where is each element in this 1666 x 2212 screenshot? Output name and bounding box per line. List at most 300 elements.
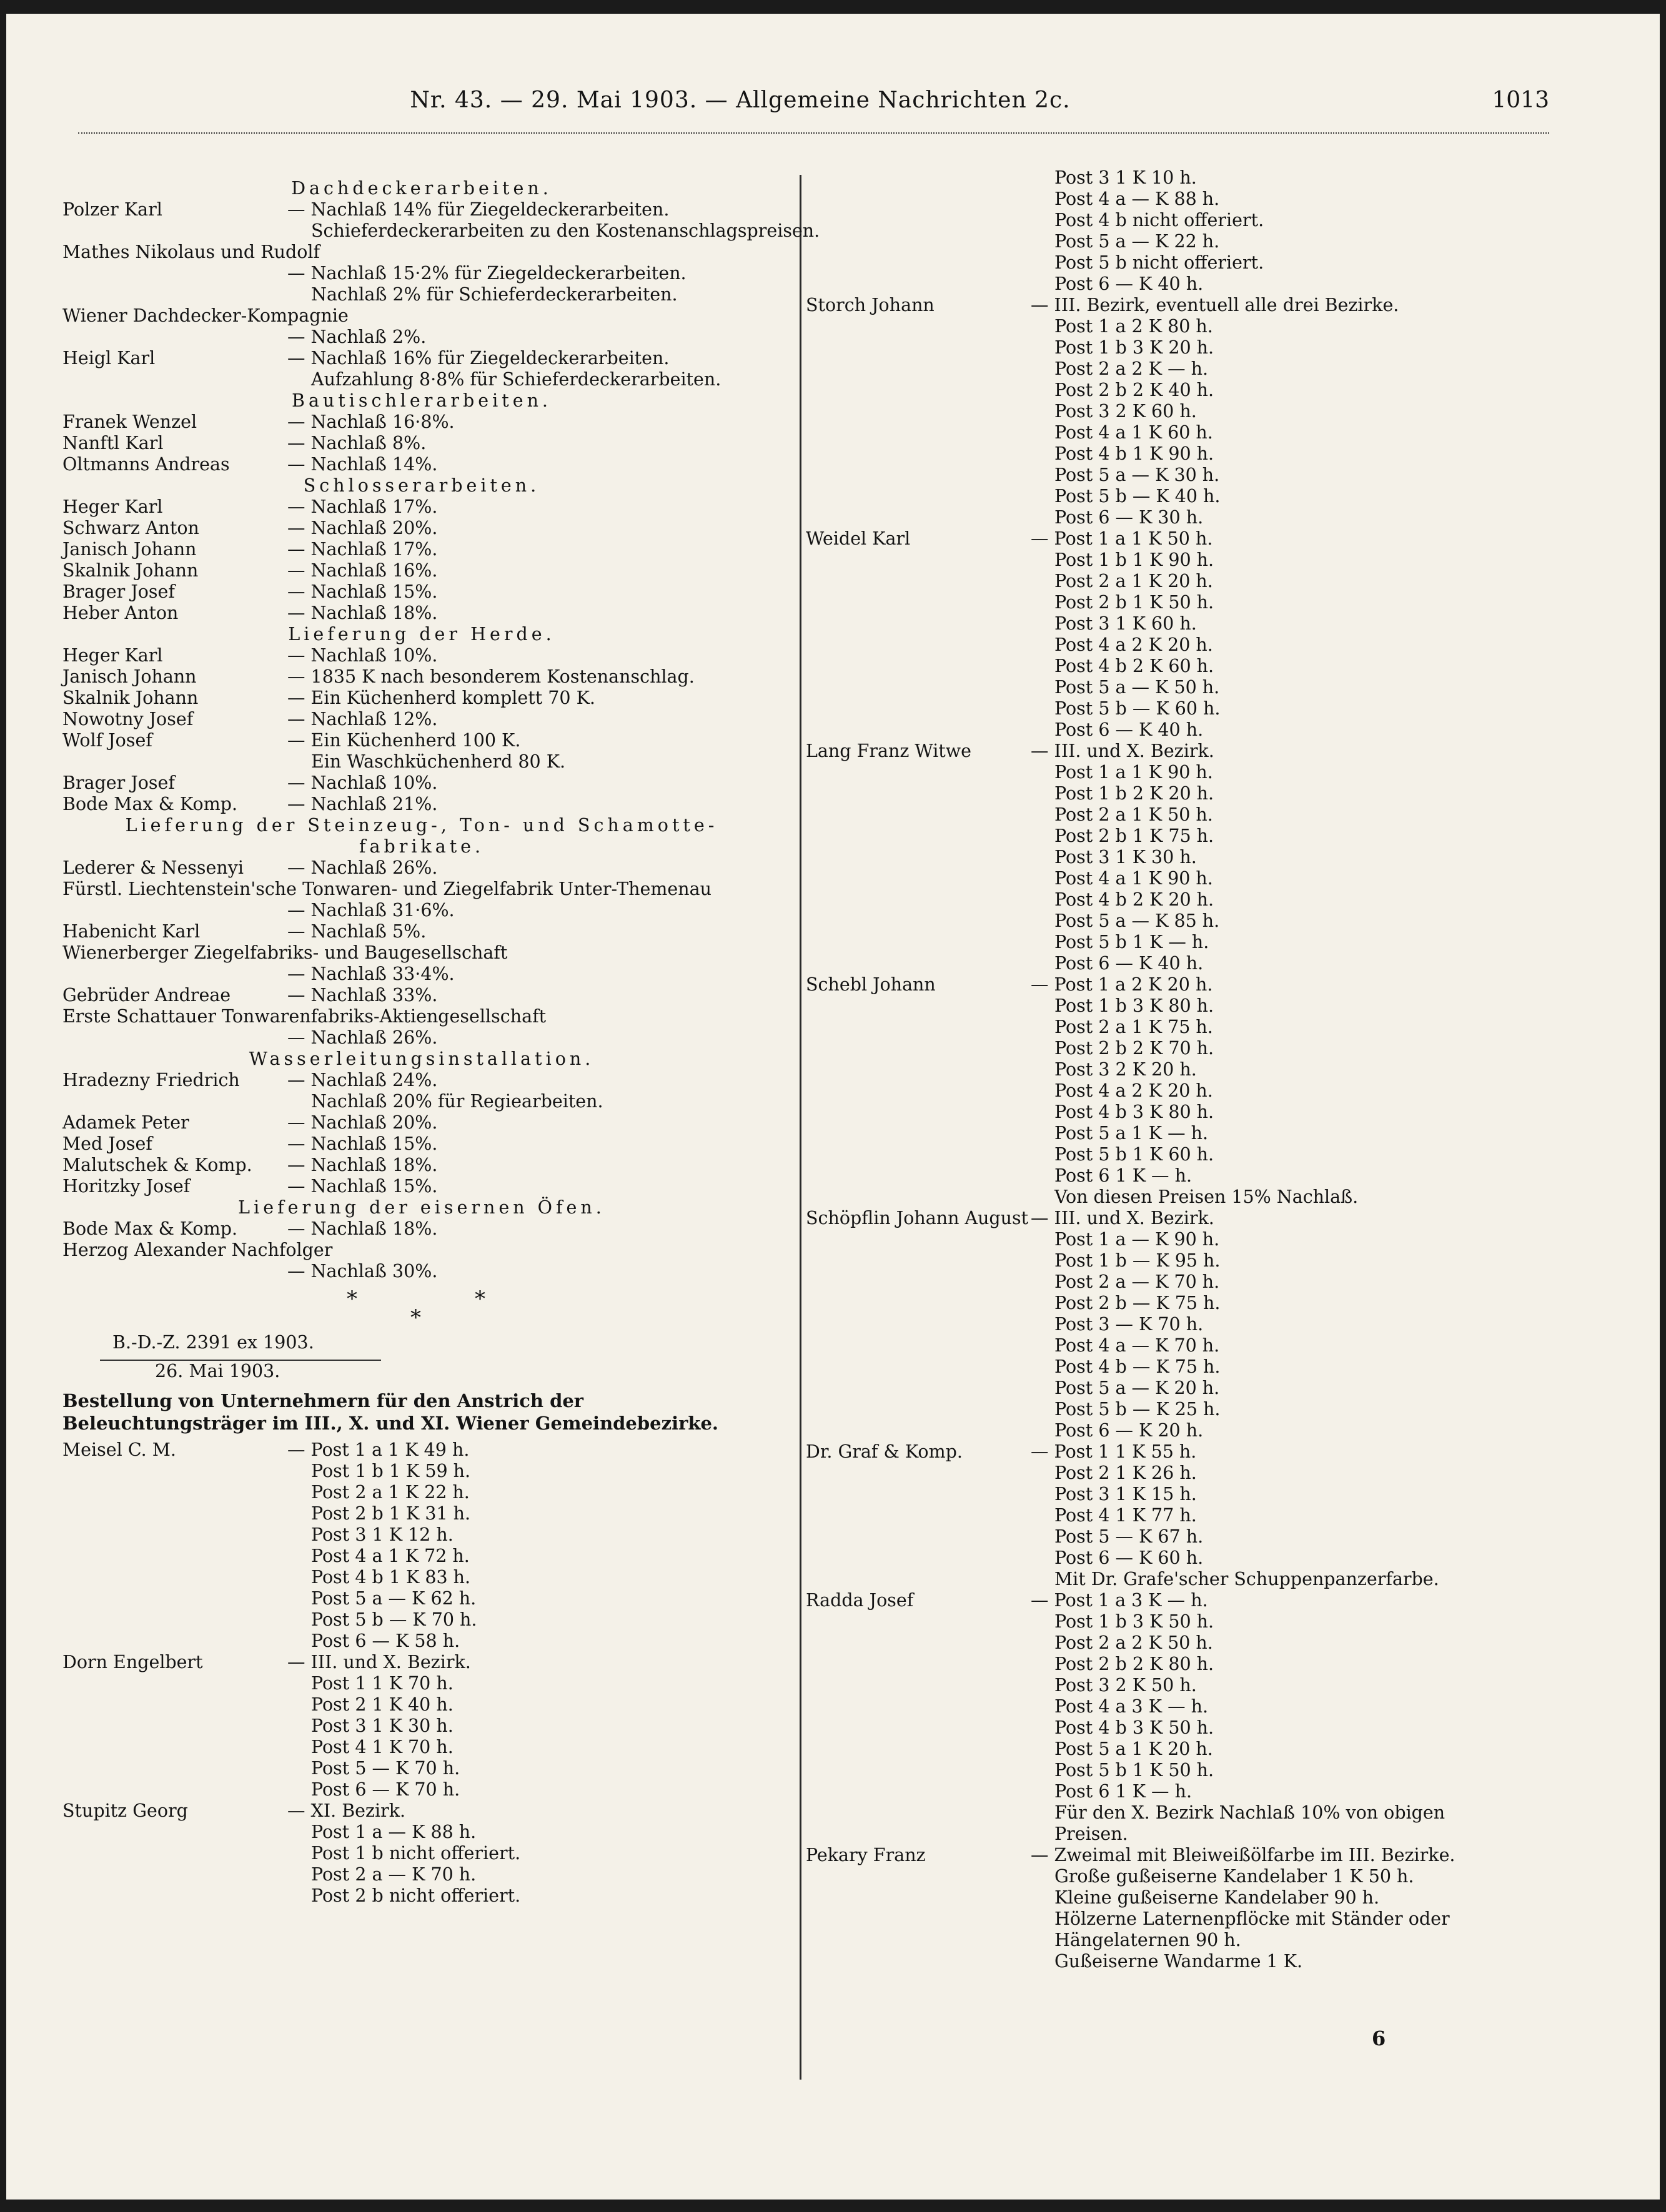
entry-line (62, 730, 781, 751)
section-heading (62, 475, 781, 496)
entry-line (62, 1843, 781, 1864)
entry-line (806, 231, 1543, 252)
entry-text: Post 5 b 1 K 50 h. (1054, 1760, 1214, 1780)
entry-text: Post 5 b 1 K 60 h. (1054, 1144, 1214, 1165)
entry-line (62, 688, 781, 709)
entry-line (62, 433, 781, 454)
entry-text: — Nachlaß 18%. (287, 1155, 438, 1175)
entry-text: Post 5 b — K 25 h. (1054, 1399, 1221, 1420)
bidder-name: Wienerberger Ziegelfabriks- und Baugesellschaft (62, 942, 508, 963)
entry-text: Post 6 — K 60 h. (1054, 1548, 1204, 1568)
entry-text: — Zweimal mit Bleiweißölfarbe im III. Bezirke. (1031, 1845, 1455, 1865)
bidder-name: Heber Anton (62, 603, 179, 623)
entry-text: Post 1 b 1 K 59 h. (311, 1461, 471, 1481)
bidder-name: Malutschek & Komp. (62, 1155, 252, 1175)
entry-line (806, 358, 1543, 380)
bidder-name: Stupitz Georg (62, 1800, 188, 1821)
entry-line (806, 401, 1543, 422)
entry-text: Post 5 a — K 62 h. (311, 1588, 477, 1609)
entry-text: Post 2 b — K 75 h. (1054, 1293, 1221, 1313)
bidder-name: Horitzky Josef (62, 1176, 191, 1197)
bidder-name: Janisch Johann (62, 539, 197, 560)
entry-line (806, 847, 1543, 868)
entry-line (806, 1781, 1543, 1802)
entry-text: — XI. Bezirk. (287, 1800, 406, 1821)
entry-line (806, 762, 1543, 783)
entry-line (62, 1885, 781, 1907)
entry-text: Post 3 — K 70 h. (1054, 1314, 1204, 1335)
entry-line (62, 518, 781, 539)
entry-text: Post 5 a — K 50 h. (1054, 677, 1220, 698)
entry-line (806, 1229, 1543, 1250)
entry-text: Post 6 — K 40 h. (1054, 719, 1204, 740)
bidder-name: Franek Wenzel (62, 412, 197, 432)
entry-line (806, 1526, 1543, 1548)
entry-text: Post 4 a 1 K 72 h. (311, 1546, 470, 1566)
entry-text: Post 4 b 3 K 50 h. (1054, 1717, 1214, 1738)
entry-text: Post 1 b 1 K 90 h. (1054, 550, 1214, 570)
entry-line (806, 698, 1543, 719)
bidder-name: Heigl Karl (62, 348, 156, 368)
entry-line (62, 1176, 781, 1197)
bidder-name: Adamek Peter (62, 1112, 189, 1133)
entry-line (62, 1822, 781, 1843)
entry-text: Post 1 b 2 K 20 h. (1054, 783, 1214, 804)
entry-text: Post 5 b nicht offeriert. (1054, 252, 1264, 273)
entry-line (806, 1165, 1543, 1187)
section-heading (62, 836, 781, 857)
bidder-name: Bode Max & Komp. (62, 794, 238, 814)
entry-text: — Nachlaß 17%. (287, 539, 438, 560)
section-heading-text: Lieferung der eisernen Öfen. (238, 1197, 605, 1218)
entry-text: Post 4 a 3 K — h. (1054, 1696, 1209, 1717)
entry-line (806, 465, 1543, 486)
entry-text: Post 3 1 K 12 h. (311, 1524, 454, 1545)
entry-text: Post 6 — K 20 h. (1054, 1420, 1204, 1441)
entry-text: — Nachlaß 10%. (287, 773, 438, 793)
entry-line (62, 242, 781, 263)
entry-text: Post 1 a — K 88 h. (311, 1822, 477, 1842)
entry-line (806, 252, 1543, 274)
entry-line (62, 942, 781, 964)
entry-line (62, 1652, 781, 1673)
bidder-name: Fürstl. Liechtenstein'sche Tonwaren- und Ziegelfabrik Unter-Themenau (62, 879, 712, 899)
entry-text: Post 1 a — K 90 h. (1054, 1229, 1220, 1250)
entry-line (806, 1314, 1543, 1335)
entry-text: Post 3 1 K 30 h. (1054, 847, 1197, 867)
entry-line (62, 369, 781, 390)
entry-line (806, 592, 1543, 613)
entry-text: — Post 1 a 2 K 20 h. (1031, 974, 1213, 995)
entry-line (62, 1737, 781, 1758)
entry-text: Post 2 b 1 K 31 h. (311, 1503, 471, 1524)
entry-text: Post 1 b 3 K 20 h. (1054, 337, 1214, 358)
star: * (347, 1286, 357, 1311)
bidder-name: Gebrüder Andreae (62, 985, 231, 1005)
entry-line (806, 1824, 1543, 1845)
entry-line (62, 1091, 781, 1112)
header-rule (78, 132, 1549, 137)
entry-line (62, 773, 781, 794)
entry-text: Post 4 b 1 K 90 h. (1054, 443, 1214, 464)
entry-line (806, 1717, 1543, 1739)
bidder-name: Wiener Dachdecker-Kompagnie (62, 305, 349, 326)
order-list (62, 1439, 781, 1907)
entry-text: Post 2 b 1 K 75 h. (1054, 826, 1214, 846)
entry-text: Post 6 — K 40 h. (1054, 953, 1204, 974)
entry-line (62, 1155, 781, 1176)
bidder-name: Lederer & Nessenyi (62, 857, 244, 878)
bidder-name: Polzer Karl (62, 199, 162, 220)
section-heading-text: Lieferung der Herde. (288, 624, 555, 644)
entry-text: — Nachlaß 15%. (287, 1176, 438, 1197)
entry-text: Post 5 a — K 85 h. (1054, 911, 1220, 931)
entry-text: Post 6 — K 40 h. (1054, 274, 1204, 294)
entry-text: — 1835 K nach besonderem Kostenanschlag. (287, 666, 695, 687)
entry-line (62, 560, 781, 581)
entry-text: Post 5 b — K 40 h. (1054, 486, 1221, 506)
entry-line (62, 1240, 781, 1261)
entry-text: — III. Bezirk, eventuell alle drei Bezirke. (1031, 295, 1399, 315)
entry-line (806, 1102, 1543, 1123)
entry-line (806, 1760, 1543, 1781)
bidder-name: Schwarz Anton (62, 518, 199, 538)
entry-text: Post 4 a — K 70 h. (1054, 1335, 1220, 1356)
entry-line (806, 1739, 1543, 1760)
entry-line (62, 496, 781, 518)
entry-line (62, 1133, 781, 1155)
section-heading-text: Bautischlerarbeiten. (292, 390, 552, 411)
section-heading-text: Schlosserarbeiten. (303, 475, 540, 496)
entry-text: Post 4 1 K 77 h. (1054, 1505, 1197, 1526)
entry-text: Post 2 b 2 K 80 h. (1054, 1654, 1214, 1674)
header-title: Nr. 43. — 29. Mai 1903. — Allgemeine Nachrichten 2c. (410, 87, 1071, 113)
entry-text: Post 1 b 3 K 80 h. (1054, 995, 1214, 1016)
bidder-name: Skalnik Johann (62, 688, 199, 708)
entry-line (62, 1758, 781, 1779)
entry-text: Post 4 b 2 K 20 h. (1054, 889, 1214, 910)
entry-line (806, 1654, 1543, 1675)
right-column (806, 167, 1543, 1972)
entry-text: Post 3 1 K 60 h. (1054, 613, 1197, 634)
entry-line (806, 1420, 1543, 1441)
entry-line (806, 486, 1543, 507)
entry-line (806, 337, 1543, 358)
entry-line (806, 295, 1543, 316)
entry-line (62, 1609, 781, 1631)
entry-text: Post 4 b 2 K 60 h. (1054, 656, 1214, 676)
entry-text: Post 4 a 1 K 60 h. (1054, 422, 1213, 443)
entry-text: Post 3 2 K 20 h. (1054, 1059, 1197, 1080)
order-title: Bestellung von Unternehmern für den Anstrich der Beleuchtungsträger im III., X. und XI. Wiener Gemeindebezirke. (62, 1390, 719, 1434)
entry-text: — Nachlaß 15%. (287, 581, 438, 602)
entry-text: Post 2 a 1 K 22 h. (311, 1482, 470, 1503)
entry-text: — Nachlaß 26%. (287, 857, 438, 878)
entry-text: Post 4 1 K 70 h. (311, 1737, 454, 1757)
entry-line (806, 1951, 1543, 1972)
entry-line (62, 709, 781, 730)
entry-line (806, 1611, 1543, 1632)
entry-text: Post 4 a — K 88 h. (1054, 189, 1220, 209)
entry-text: Post 4 b nicht offeriert. (1054, 210, 1264, 230)
entry-text: — Nachlaß 14% für Ziegeldeckerarbeiten. (287, 199, 670, 220)
entry-line (806, 741, 1543, 762)
reference-date-line (62, 1361, 781, 1383)
entry-line (806, 1271, 1543, 1293)
entry-line (62, 879, 781, 900)
entry-text: — Nachlaß 12%. (287, 709, 438, 729)
entry-line (62, 1673, 781, 1694)
entry-line (806, 1017, 1543, 1038)
bidder-name: Med Josef (62, 1133, 152, 1154)
entry-text: Post 6 — K 58 h. (311, 1631, 460, 1651)
entry-text: — Nachlaß 8%. (287, 433, 427, 453)
bidder-name: Schöpflin Johann August (806, 1208, 1029, 1228)
entry-line (806, 1675, 1543, 1696)
entry-line (806, 1590, 1543, 1611)
entry-text: Post 2 b 2 K 40 h. (1054, 380, 1214, 400)
entry-text: Post 2 b 2 K 70 h. (1054, 1038, 1214, 1059)
entry-text: Post 6 1 K — h. (1054, 1781, 1192, 1802)
entry-text: Post 5 a 1 K 20 h. (1054, 1739, 1213, 1759)
entry-line (806, 719, 1543, 741)
entry-line (806, 443, 1543, 465)
left-sections (62, 178, 820, 1282)
entry-text: Post 2 b 1 K 50 h. (1054, 592, 1214, 613)
entry-text: Post 1 b 3 K 50 h. (1054, 1611, 1214, 1632)
entry-line (806, 656, 1543, 677)
entry-line (806, 1399, 1543, 1420)
entry-text: — Nachlaß 33%. (287, 985, 438, 1005)
footer-page-number: 6 (1372, 2027, 1386, 2050)
entry-line (62, 1588, 781, 1609)
entry-text: Post 2 a 1 K 75 h. (1054, 1017, 1213, 1037)
entry-line (62, 454, 781, 475)
entry-line (806, 1059, 1543, 1080)
entry-text: Post 1 1 K 70 h. (311, 1673, 454, 1694)
entry-line (806, 167, 1543, 189)
bidder-name: Nanftl Karl (62, 433, 164, 453)
entry-text: — III. und X. Bezirk. (1031, 1208, 1214, 1228)
entry-text: — Ein Küchenherd 100 K. (287, 730, 521, 751)
entry-text: Mit Dr. Grafe'scher Schuppenpanzerfarbe. (1054, 1569, 1439, 1589)
entry-line (806, 1569, 1543, 1590)
entry-line (62, 645, 781, 666)
entry-line (806, 316, 1543, 337)
entry-text: — Post 1 a 3 K — h. (1031, 1590, 1208, 1611)
entry-line (62, 1482, 781, 1503)
entry-line (806, 1250, 1543, 1271)
entry-line (806, 1845, 1543, 1866)
entry-text: — Nachlaß 18%. (287, 603, 438, 623)
entry-line (62, 985, 781, 1006)
entry-line (806, 1908, 1543, 1930)
entry-text: — Nachlaß 33·4%. (287, 964, 455, 984)
entry-line (806, 974, 1543, 995)
entry-line (806, 1930, 1543, 1951)
entry-line (806, 1887, 1543, 1908)
entry-text: Post 2 1 K 40 h. (311, 1694, 454, 1715)
entry-line (806, 1505, 1543, 1526)
entry-text: Post 5 — K 70 h. (311, 1758, 460, 1779)
entry-line (62, 751, 781, 773)
entry-line (62, 1218, 781, 1240)
entry-text: Post 5 a — K 22 h. (1054, 231, 1220, 252)
entry-line (806, 1484, 1543, 1505)
entry-text: Post 6 — K 30 h. (1054, 507, 1204, 528)
bidder-name: Heger Karl (62, 496, 163, 517)
entry-text: — Ein Küchenherd komplett 70 K. (287, 688, 595, 708)
bidder-name: Mathes Nikolaus und Rudolf (62, 242, 320, 262)
entry-text: Große gußeiserne Kandelaber 1 K 50 h. (1054, 1866, 1414, 1887)
entry-line (806, 868, 1543, 889)
entry-line (806, 550, 1543, 571)
entry-text: Kleine gußeiserne Kandelaber 90 h. (1054, 1887, 1380, 1908)
entry-text: Nachlaß 2% für Schieferdeckerarbeiten. (311, 284, 678, 305)
entry-text: — Nachlaß 15·2% für Ziegeldeckerarbeiten. (287, 263, 687, 284)
entry-line (806, 932, 1543, 953)
header-page-number: 1013 (1492, 87, 1549, 113)
entry-line (806, 1866, 1543, 1887)
entry-text: Post 3 2 K 60 h. (1054, 401, 1197, 422)
entry-text: Schieferdeckerarbeiten zu den Kostenanschlagspreisen. (311, 220, 820, 241)
entry-text: Post 6 — K 70 h. (311, 1779, 460, 1800)
entry-line (62, 1503, 781, 1524)
entry-line (806, 1802, 1543, 1824)
entry-line (806, 1356, 1543, 1378)
entry-line (62, 1027, 781, 1049)
entry-text: Post 6 1 K — h. (1054, 1165, 1192, 1186)
bidder-name: Bode Max & Komp. (62, 1218, 238, 1239)
entry-line (806, 1293, 1543, 1314)
entry-text: Post 3 1 K 10 h. (1054, 167, 1197, 188)
entry-text: Post 4 b — K 75 h. (1054, 1356, 1221, 1377)
entry-text: Ein Waschküchenherd 80 K. (311, 751, 566, 772)
bidder-name: Nowotny Josef (62, 709, 194, 729)
entry-text: — Nachlaß 15%. (287, 1133, 438, 1154)
bidder-name: Weidel Karl (806, 528, 911, 549)
reference-line (62, 1332, 781, 1357)
entry-line (806, 826, 1543, 847)
section-heading-text: Dachdeckerarbeiten. (291, 178, 552, 199)
entry-line (62, 964, 781, 985)
entry-line (62, 1546, 781, 1567)
entry-line (62, 1800, 781, 1822)
entry-line (62, 1006, 781, 1027)
entry-line (62, 1439, 781, 1461)
entry-text: Post 5 b — K 70 h. (311, 1609, 477, 1630)
entry-text: — Nachlaß 10%. (287, 645, 438, 666)
entry-line (806, 210, 1543, 231)
entry-line (62, 1524, 781, 1546)
section-heading (62, 1049, 781, 1070)
entry-text: Hölzerne Laternenpflöcke mit Ständer oder (1054, 1908, 1450, 1929)
entry-line (806, 422, 1543, 443)
entry-line (62, 199, 781, 220)
bidder-name: Schebl Johann (806, 974, 936, 995)
entry-line (62, 539, 781, 560)
entry-text: Post 2 a 2 K 50 h. (1054, 1632, 1213, 1653)
entry-line (62, 1461, 781, 1482)
entry-line (806, 677, 1543, 698)
section-heading (62, 178, 781, 199)
entry-line (62, 305, 781, 327)
entry-text: Aufzahlung 8·8% für Schieferdeckerarbeiten. (311, 369, 721, 390)
entry-text: — Nachlaß 20%. (287, 518, 438, 538)
entry-text: — Nachlaß 16·8%. (287, 412, 455, 432)
entry-line (806, 1696, 1543, 1717)
star: * (410, 1305, 421, 1330)
entry-line (806, 1378, 1543, 1399)
entry-line (62, 1694, 781, 1716)
entry-text: Hängelaternen 90 h. (1054, 1930, 1241, 1950)
entry-line (62, 220, 820, 242)
entry-line (62, 666, 781, 688)
bidder-name: Herzog Alexander Nachfolger (62, 1240, 333, 1260)
entry-text: Post 1 b — K 95 h. (1054, 1250, 1221, 1271)
entry-text: Post 4 b 3 K 80 h. (1054, 1102, 1214, 1122)
entry-text: Post 2 1 K 26 h. (1054, 1463, 1197, 1483)
entry-line (62, 1070, 781, 1091)
entry-text: — III. und X. Bezirk. (1031, 741, 1214, 761)
entry-line (62, 263, 781, 284)
entry-text: — Nachlaß 30%. (287, 1261, 438, 1281)
bidder-name: Meisel C. M. (62, 1439, 176, 1460)
entry-text: — Post 1 1 K 55 h. (1031, 1441, 1197, 1462)
bidder-name: Erste Schattauer Tonwarenfabriks-Aktiengesellschaft (62, 1006, 547, 1027)
entry-text: Post 2 a — K 70 h. (311, 1864, 477, 1885)
entry-line (806, 1632, 1543, 1654)
bidder-name: Heger Karl (62, 645, 163, 666)
entry-line (62, 327, 781, 348)
entry-line (806, 1463, 1543, 1484)
entry-line (806, 189, 1543, 210)
entry-line (806, 1335, 1543, 1356)
entry-text: Post 4 b 1 K 83 h. (311, 1567, 471, 1587)
entry-line (806, 274, 1543, 295)
entry-text: — Nachlaß 5%. (287, 921, 427, 942)
entry-line (806, 1144, 1543, 1165)
entry-line (806, 1208, 1543, 1229)
entry-text: Post 5 a — K 30 h. (1054, 465, 1220, 485)
entry-line (62, 921, 781, 942)
entry-line (62, 1567, 781, 1588)
entry-line (806, 953, 1543, 974)
section-heading-text: fabrikate. (359, 836, 485, 857)
entry-text: Post 1 a 2 K 80 h. (1054, 316, 1213, 337)
bidder-name: Lang Franz Witwe (806, 741, 972, 761)
bidder-name: Dorn Engelbert (62, 1652, 203, 1672)
entry-line (806, 1548, 1543, 1569)
entry-line (806, 380, 1543, 401)
entry-text: — Post 1 a 1 K 49 h. (287, 1439, 470, 1460)
entry-text: Gußeiserne Wandarme 1 K. (1054, 1951, 1303, 1972)
entry-text: Post 3 1 K 30 h. (311, 1716, 454, 1736)
entry-line (62, 603, 781, 624)
star: * (475, 1286, 485, 1311)
entry-line (806, 571, 1543, 592)
section-heading (62, 624, 781, 645)
entry-line (62, 1261, 781, 1282)
entry-line (62, 1631, 781, 1652)
entry-text: Post 3 2 K 50 h. (1054, 1675, 1197, 1696)
bidder-name: Hradezny Friedrich (62, 1070, 240, 1090)
bidder-name: Brager Josef (62, 581, 175, 602)
entry-text: Post 5 b 1 K — h. (1054, 932, 1209, 952)
bidder-name: Janisch Johann (62, 666, 197, 687)
entry-line (62, 284, 781, 305)
bidder-name: Brager Josef (62, 773, 175, 793)
